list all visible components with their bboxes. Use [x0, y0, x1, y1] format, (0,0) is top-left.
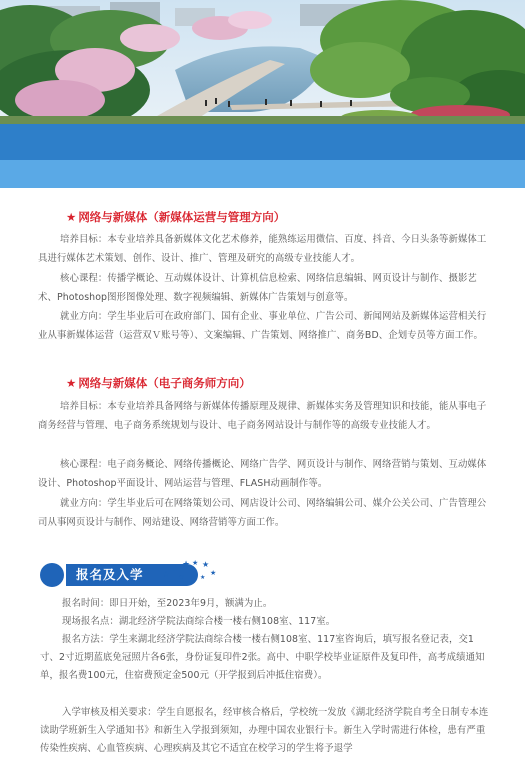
- registration-admission: 入学审核及相关要求：学生自愿报名，经审核合格后，学校统一发放《湖北经济学院自考全日制专本连读助学班新生入学通知书》和新生入学报到须知，办理中国农业银行卡。新生入学时需进行体检，患有严重传染性疾病、心血管疾病、心理疾病及其它不适宜在校学习的学生将予退学: [40, 707, 489, 754]
- svg-text:★: ★: [200, 574, 206, 581]
- circle-icon: [40, 563, 64, 587]
- section2-goal: 培养目标：本专业培养具备网络与新媒体传播原理及规律、新媒体实务及管理知识和技能，能从事电子商务经营与管理、电子商务系统规划与设计、电子商务网站设计与制作等的高级专业技能人才。: [38, 401, 487, 431]
- registration-heading: [40, 561, 240, 589]
- registration-location: 现场报名点：湖北经济学院法商综合楼一楼右侧108室、117室。: [62, 616, 336, 627]
- section2-title: ★ 网络与新媒体（电子商务师方向）: [66, 376, 251, 390]
- registration-time: 报名时间：即日开始，至2023年9月，额满为止。: [62, 598, 273, 609]
- campus-photo: [0, 0, 525, 124]
- red-star-icon: ★: [66, 210, 77, 224]
- svg-text:★: ★: [202, 560, 210, 569]
- section1-courses: 核心课程：传播学概论、互动媒体设计、计算机信息检索、网络信息编辑、网页设计与制作、摄影艺术、Photoshop图形图像处理、数字视频编辑、新媒体广告策划与创意等。: [38, 273, 477, 303]
- registration-procedure: 报名方法：学生来湖北经济学院法商综合楼一楼右侧108室、117室咨询后，填写报名登记表，交1寸、2寸近期蓝底免冠照片各6张，身份证复印件2张。高中、中职学校毕业证原件及复印件，高考成绩通知单，报名费100元，住宿费预定金500元（开学报到后冲抵住宿费）。: [40, 634, 485, 681]
- section1-jobs: 就业方向：学生毕业后可在政府部门、国有企业、事业单位、广告公司、新闻网站及新媒体运营相关行业从事新媒体运营（运营双Ｖ账号等）、文案编辑、广告策划、网络推广、商务BD、企划专员等方面工作。: [38, 311, 487, 341]
- svg-text:★: ★: [178, 573, 185, 581]
- svg-text:★: ★: [182, 560, 191, 570]
- svg-text:★: ★: [172, 564, 180, 573]
- header-band-light: [0, 160, 525, 188]
- svg-text:★: ★: [210, 569, 217, 577]
- red-star-icon: ★: [66, 376, 77, 390]
- registration-heading-text: 报名及入学: [76, 567, 144, 582]
- svg-text:★: ★: [190, 570, 198, 579]
- section1-goal: 培养目标：本专业培养具备新媒体文化艺术修养，能熟练运用微信、百度、抖音、今日头条等新媒体工具进行媒体艺术策划、创作、设计、推广、管理及研究的高级专业技能人才。: [38, 234, 487, 264]
- svg-text:★: ★: [192, 559, 199, 567]
- section2-jobs: 就业方向：学生毕业后可在网络策划公司、网店设计公司、网络编辑公司、媒介公关公司、广告管理公司从事网页设计与制作、网站建设、网络营销等方面工作。: [38, 498, 487, 528]
- section2-courses: 核心课程：电子商务概论、网络传播概论、网络广告学、网页设计与制作、网络营销与策划、互动媒体设计、Photoshop平面设计、网站运营与管理、FLASH动画制作等。: [38, 459, 487, 489]
- stars-decoration-icon: [158, 555, 228, 585]
- section1-title: ★ 网络与新媒体（新媒体运营与管理方向）: [66, 210, 286, 224]
- svg-text:★: ★: [162, 570, 171, 580]
- header-band-dark: [0, 124, 525, 160]
